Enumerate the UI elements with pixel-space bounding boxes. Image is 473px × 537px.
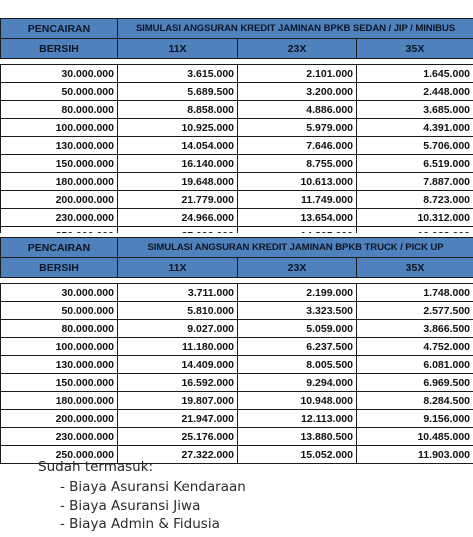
notes-block — [38, 459, 246, 535]
principal-cell: 30.000.000 — [1, 284, 118, 302]
sedan-installment-table — [0, 18, 473, 245]
installment-cell: 8.005.500 — [238, 356, 357, 374]
installment-cell: 1.748.000 — [357, 284, 473, 302]
principal-cell: 150.000.000 — [1, 155, 118, 173]
installment-cell: 4.752.000 — [357, 338, 473, 356]
principal-cell: 130.000.000 — [1, 137, 118, 155]
installment-cell: 6.519.000 — [357, 155, 473, 173]
tenor-header: 23X — [238, 39, 357, 59]
installment-cell: 9.294.000 — [238, 374, 357, 392]
installment-cell: 4.391.000 — [357, 119, 473, 137]
table-row — [1, 137, 473, 155]
table-row — [1, 209, 473, 227]
installment-cell: 5.706.000 — [357, 137, 473, 155]
table-body — [1, 59, 473, 245]
table-row — [1, 155, 473, 173]
installment-cell: 10.925.000 — [118, 119, 238, 137]
installment-cell: 8.723.000 — [357, 191, 473, 209]
installment-cell: 1.645.000 — [357, 65, 473, 83]
principal-cell: 50.000.000 — [1, 302, 118, 320]
principal-cell: 100.000.000 — [1, 119, 118, 137]
installment-cell: 3.685.000 — [357, 101, 473, 119]
col-header-bersih: BERSIH — [1, 258, 118, 278]
installment-cell: 5.689.500 — [118, 83, 238, 101]
installment-cell: 6.237.500 — [238, 338, 357, 356]
installment-cell: 19.648.000 — [118, 173, 238, 191]
installment-cell: 24.966.000 — [118, 209, 238, 227]
principal-cell: 230.000.000 — [1, 209, 118, 227]
installment-cell: 16.140.000 — [118, 155, 238, 173]
tenor-header: 35X — [357, 258, 473, 278]
installment-cell: 5.979.000 — [238, 119, 357, 137]
col-header-pencairan: PENCAIRAN — [1, 238, 118, 258]
truck-installment-table — [0, 237, 473, 464]
installment-cell: 11.749.000 — [238, 191, 357, 209]
col-header-bersih: BERSIH — [1, 39, 118, 59]
principal-cell: 30.000.000 — [1, 65, 118, 83]
principal-cell: 180.000.000 — [1, 173, 118, 191]
installment-cell: 15.052.000 — [238, 446, 357, 464]
col-header-pencairan: PENCAIRAN — [1, 19, 118, 39]
table-row — [1, 83, 473, 101]
notes-list — [38, 479, 246, 535]
installment-cell: 5.059.000 — [238, 320, 357, 338]
installment-cell: 8.755.000 — [238, 155, 357, 173]
installment-cell: 2.577.500 — [357, 302, 473, 320]
principal-cell: 130.000.000 — [1, 356, 118, 374]
installment-cell: 19.807.000 — [118, 392, 238, 410]
installment-cell: 14.409.000 — [118, 356, 238, 374]
table-body — [1, 278, 473, 464]
installment-cell: 8.858.000 — [118, 101, 238, 119]
principal-cell: 150.000.000 — [1, 374, 118, 392]
installment-cell: 12.113.000 — [238, 410, 357, 428]
principal-cell: 80.000.000 — [1, 101, 118, 119]
table-row — [1, 65, 473, 83]
installment-cell: 5.810.000 — [118, 302, 238, 320]
installment-cell: 9.156.000 — [357, 410, 473, 428]
table-row — [1, 320, 473, 338]
top-margin — [0, 0, 473, 18]
principal-cell: 250.000.000 — [1, 446, 118, 464]
installment-cell: 10.312.000 — [357, 209, 473, 227]
installment-cell: 3.711.000 — [118, 284, 238, 302]
installment-cell: 9.027.000 — [118, 320, 238, 338]
table-row — [1, 119, 473, 137]
principal-cell: 100.000.000 — [1, 338, 118, 356]
installment-cell: 13.654.000 — [238, 209, 357, 227]
installment-cell: 3.866.500 — [357, 320, 473, 338]
table-row — [1, 374, 473, 392]
installment-cell: 2.101.000 — [238, 65, 357, 83]
installment-cell: 7.887.000 — [357, 173, 473, 191]
installment-cell: 21.779.000 — [118, 191, 238, 209]
installment-cell: 10.613.000 — [238, 173, 357, 191]
notes-item: - Biaya Admin & Fidusia — [60, 516, 246, 535]
table-row — [1, 356, 473, 374]
table-title: SIMULASI ANGSURAN KREDIT JAMINAN BPKB TRUCK / PICK UP — [118, 238, 473, 258]
table-row — [1, 191, 473, 209]
installment-cell: 21.947.000 — [118, 410, 238, 428]
table-title: SIMULASI ANGSURAN KREDIT JAMINAN BPKB SEDAN / JIP / MINIBUS — [118, 19, 473, 39]
installment-cell: 3.323.500 — [238, 302, 357, 320]
installment-cell: 25.176.000 — [118, 428, 238, 446]
installment-cell: 4.886.000 — [238, 101, 357, 119]
installment-cell: 10.948.000 — [238, 392, 357, 410]
installment-cell: 8.284.500 — [357, 392, 473, 410]
tenor-header: 23X — [238, 258, 357, 278]
installment-cell: 11.903.000 — [357, 446, 473, 464]
principal-cell: 200.000.000 — [1, 191, 118, 209]
table-row — [1, 302, 473, 320]
installment-cell: 13.880.500 — [238, 428, 357, 446]
principal-cell: 50.000.000 — [1, 83, 118, 101]
tenor-header: 11X — [118, 39, 238, 59]
table-row — [1, 284, 473, 302]
installment-cell: 16.592.000 — [118, 374, 238, 392]
principal-cell: 180.000.000 — [1, 392, 118, 410]
tenor-header: 11X — [118, 258, 238, 278]
table-row — [1, 410, 473, 428]
installment-cell: 3.615.000 — [118, 65, 238, 83]
principal-cell: 200.000.000 — [1, 410, 118, 428]
installment-cell: 6.969.500 — [357, 374, 473, 392]
installment-cell: 7.646.000 — [238, 137, 357, 155]
table-row — [1, 338, 473, 356]
installment-cell: 6.081.000 — [357, 356, 473, 374]
principal-cell: 230.000.000 — [1, 428, 118, 446]
notes-item: - Biaya Asuransi Kendaraan — [60, 479, 246, 498]
installment-cell: 3.200.000 — [238, 83, 357, 101]
table-row — [1, 173, 473, 191]
notes-heading: Sudah termasuk: — [38, 459, 154, 475]
installment-cell: 14.054.000 — [118, 137, 238, 155]
installment-cell: 10.485.000 — [357, 428, 473, 446]
table-row — [1, 101, 473, 119]
table-row — [1, 428, 473, 446]
notes-item: - Biaya Asuransi Jiwa — [60, 498, 246, 517]
installment-cell: 2.448.000 — [357, 83, 473, 101]
principal-cell: 80.000.000 — [1, 320, 118, 338]
table-row — [1, 392, 473, 410]
installment-cell: 27.322.000 — [118, 446, 238, 464]
tenor-header: 35X — [357, 39, 473, 59]
installment-cell: 11.180.000 — [118, 338, 238, 356]
installment-cell: 2.199.000 — [238, 284, 357, 302]
